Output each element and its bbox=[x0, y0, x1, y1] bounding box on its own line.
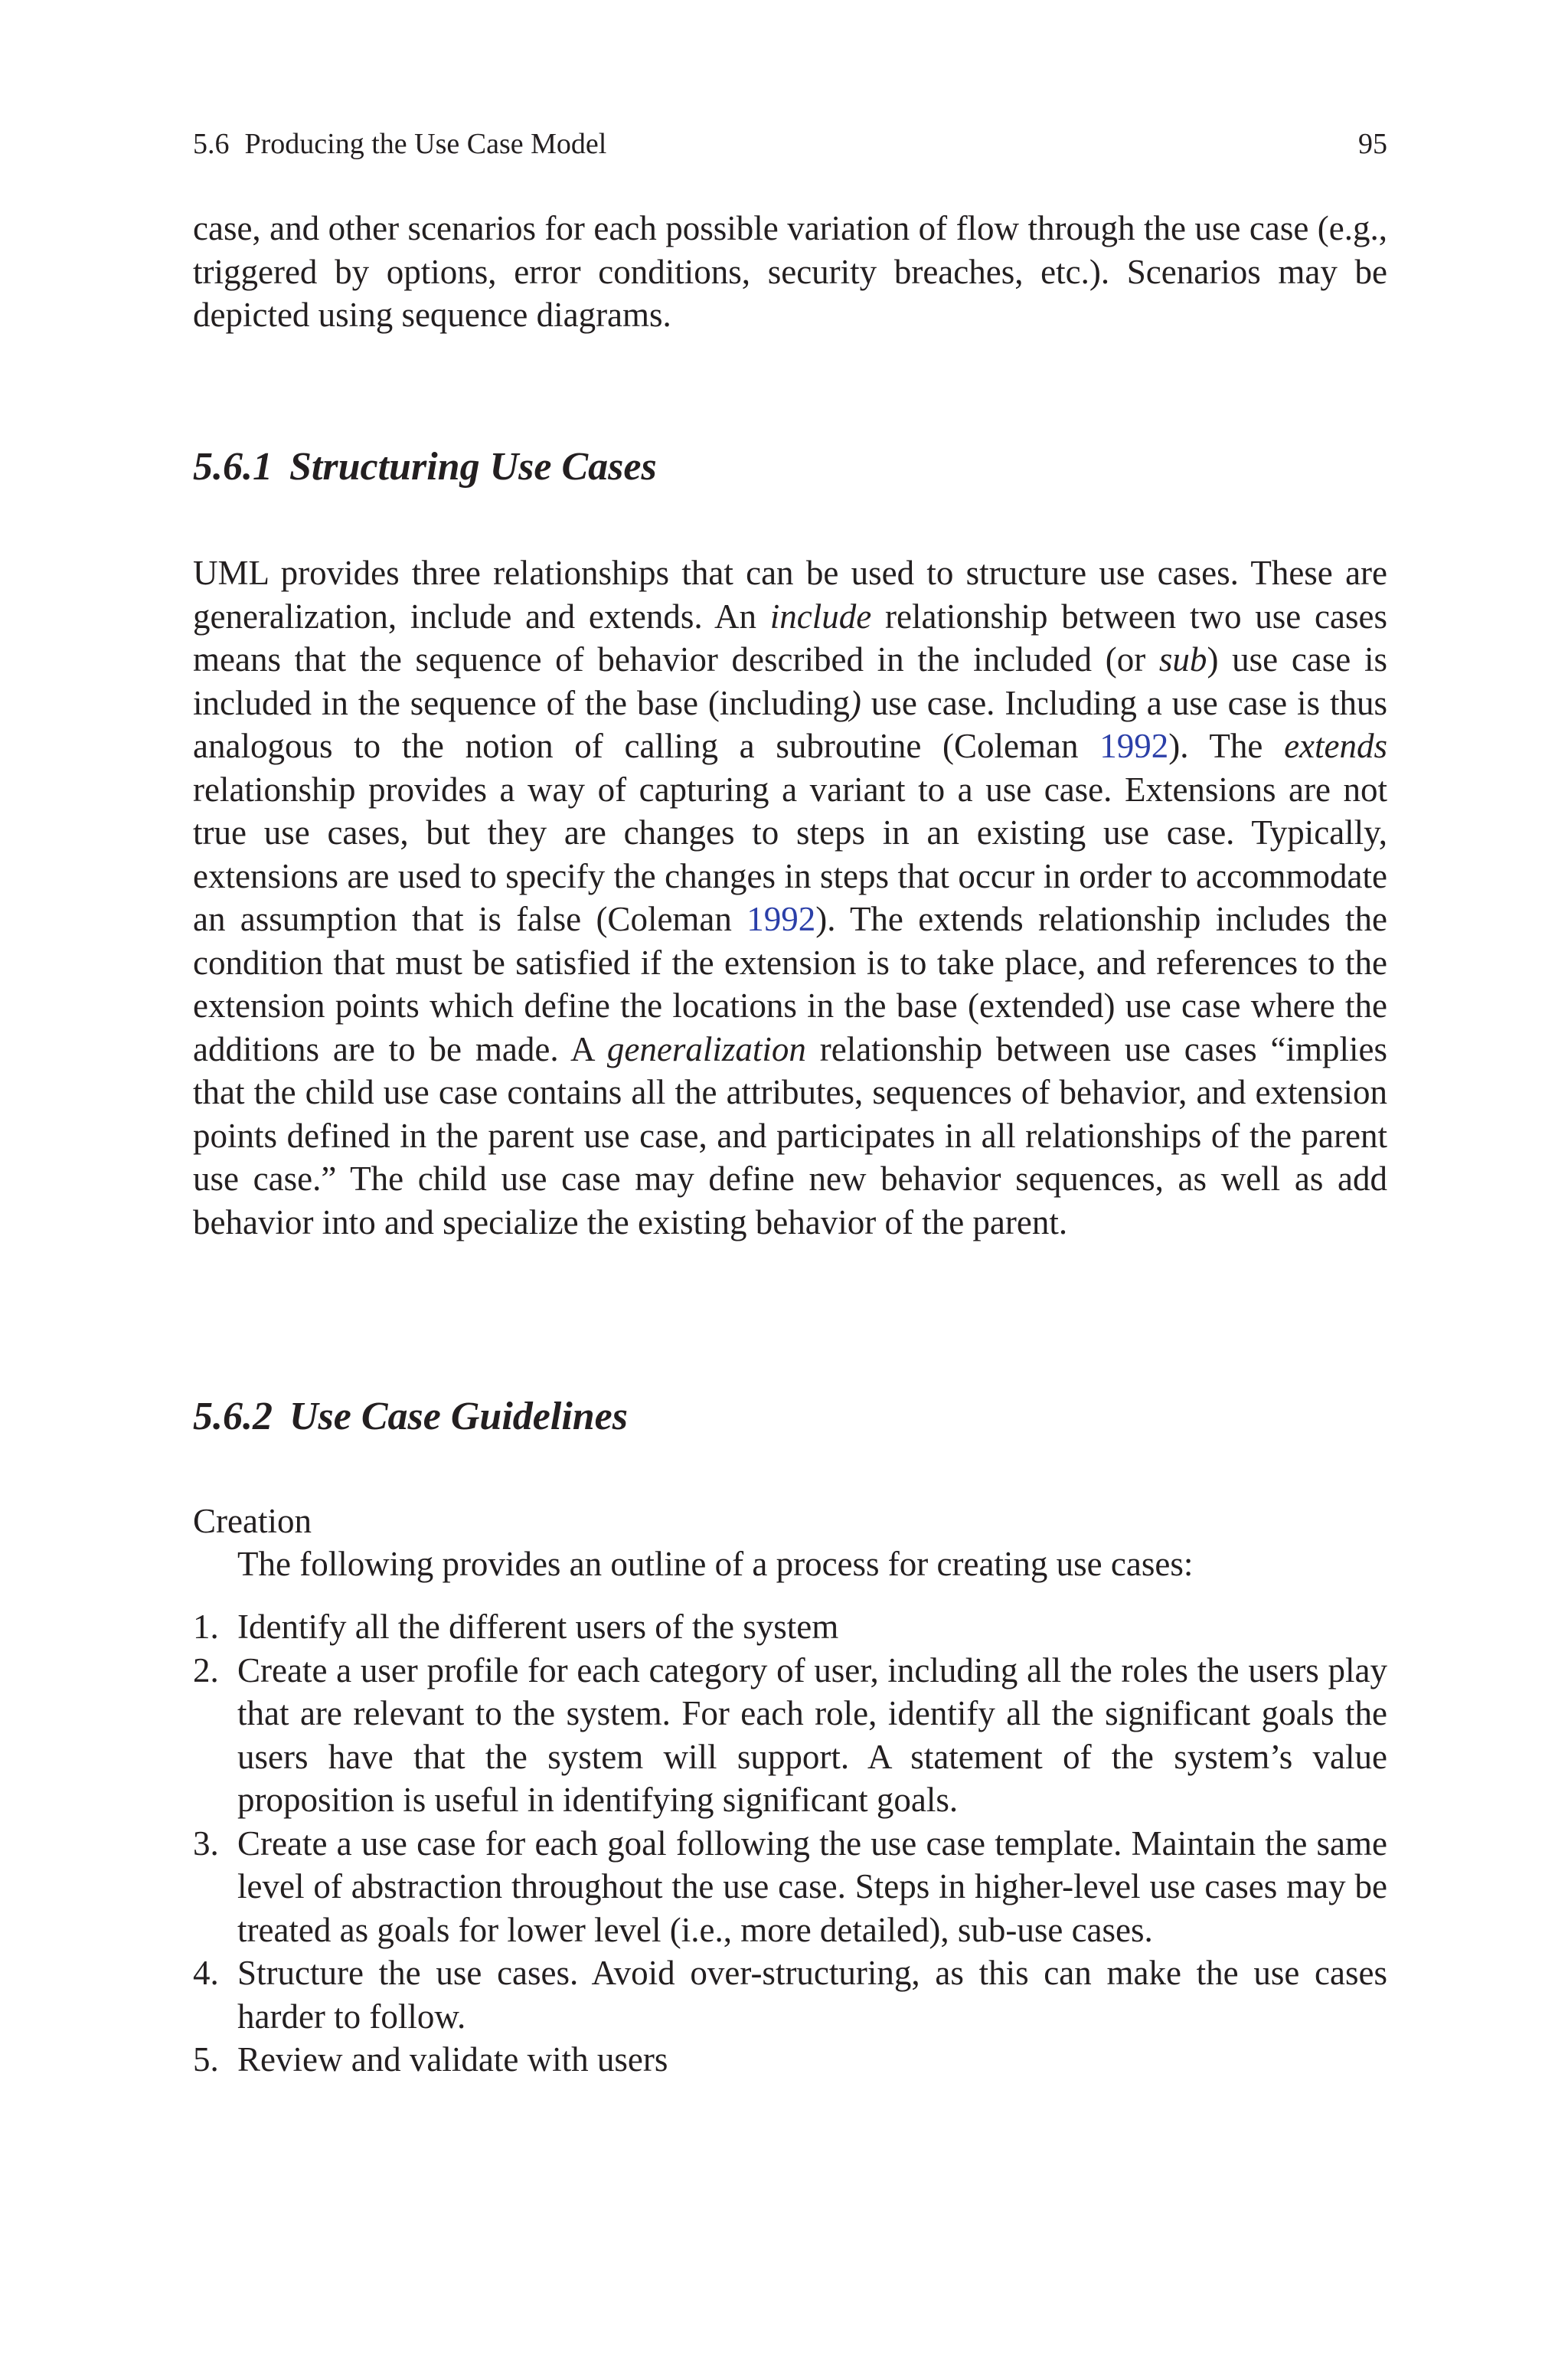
text-run: ) use case is included in the sequence of the base (including bbox=[193, 640, 1387, 722]
list-item-number: 2. bbox=[193, 1650, 219, 1689]
text-run: use case. Including a use case is thus analogous to the notion of calling a subroutine (Coleman bbox=[193, 683, 1387, 765]
section-heading-5-6-1 bbox=[193, 443, 1387, 492]
list-item bbox=[193, 1605, 1387, 1649]
creation-intro: The following provides an outline of a process for creating use cases: bbox=[237, 1545, 1194, 1583]
section-heading-5-6-2 bbox=[193, 1392, 1387, 1441]
list-item-text: Structure the use cases. Avoid over-structuring, as this can make the use cases harder to follow. bbox=[237, 1954, 1387, 2036]
text-run: UML provides three relationships that can be used to structure use cases. These are generalization, include and extends. An bbox=[193, 554, 1387, 636]
list-item bbox=[193, 2038, 1387, 2082]
running-head-title: Producing the Use Case Model bbox=[244, 128, 607, 160]
citation-link[interactable]: 1992 bbox=[1099, 727, 1169, 765]
section-number: 5.6.1 bbox=[193, 445, 273, 489]
emphasis-paren: ) bbox=[849, 683, 861, 722]
list-item-number: 1. bbox=[193, 1608, 219, 1646]
list-item bbox=[193, 1822, 1387, 1952]
list-item-text: Review and validate with users bbox=[237, 2040, 668, 2079]
emphasis-extends: extends bbox=[1284, 727, 1387, 765]
running-head-section: 5.6 bbox=[193, 128, 230, 160]
text-run: ). The bbox=[1168, 727, 1285, 765]
emphasis-sub: sub bbox=[1158, 640, 1207, 679]
list-item-number: 4. bbox=[193, 1954, 219, 1992]
emphasis-generalization: generalization bbox=[606, 1029, 806, 1068]
section-title: Use Case Guidelines bbox=[289, 1395, 628, 1438]
emphasis-include: include bbox=[769, 597, 872, 636]
section-number: 5.6.2 bbox=[193, 1395, 273, 1438]
list-item-text: Create a user profile for each category of user, including all the roles the users play that are relevant to the system. For each role, identify all the significant goals the users have that the system will support. A statement of the system’s value proposition is useful in identifying significant goals. bbox=[237, 1650, 1387, 1819]
list-item-text: Create a use case for each goal following the use case template. Maintain the same level of abstraction throughout the use case. Steps in higher-level use cases may be treated as goals for lower level (i.e., more detailed), sub-use cases. bbox=[237, 1824, 1387, 1949]
continuation-paragraph: case, and other scenarios for each possible variation of flow through the use case (e.g., triggered by options, error conditions, security breaches, etc.). Scenarios may be depicted using sequence diagrams. bbox=[193, 209, 1387, 334]
text-run: relationship provides a way of capturing a variant to a use case. Extensions are not true use cases, but they are changes to steps in an existing use case. Typically, extensions are used to specify the changes in steps that occur in order to accommodate an assumption that is false (Coleman bbox=[193, 770, 1387, 938]
page-number: 95 bbox=[1358, 128, 1387, 160]
text-run: ). The extends relationship includes the condition that must be satisfied if the extension is to take place, and references to the extension points which define the locations in the base (extended) use case where the additions are to be made. A bbox=[193, 900, 1387, 1068]
list-item-number: 5. bbox=[193, 2040, 219, 2079]
creation-steps-list bbox=[193, 1605, 1387, 2082]
creation-label: Creation bbox=[193, 1502, 312, 1540]
list-item bbox=[193, 1649, 1387, 1822]
running-head bbox=[193, 124, 1387, 164]
text-run: relationship between use cases “implies that the child use case contains all the attributes, sequences of behavior, and extension points defined in the parent use case, and participates in all relationships of the parent use case.” The child use case may define new behavior sequences, as well as add behavior into and specialize the existing behavior of the parent. bbox=[193, 1029, 1387, 1241]
list-item bbox=[193, 1951, 1387, 2038]
citation-link[interactable]: 1992 bbox=[746, 900, 816, 938]
structuring-paragraph bbox=[193, 551, 1387, 1244]
list-item-number: 3. bbox=[193, 1824, 219, 1863]
section-title: Structuring Use Cases bbox=[289, 445, 657, 489]
list-item-text: Identify all the different users of the system bbox=[237, 1608, 839, 1646]
text-run: relationship between two use cases means that the sequence of behavior described in the included (or bbox=[193, 597, 1387, 679]
